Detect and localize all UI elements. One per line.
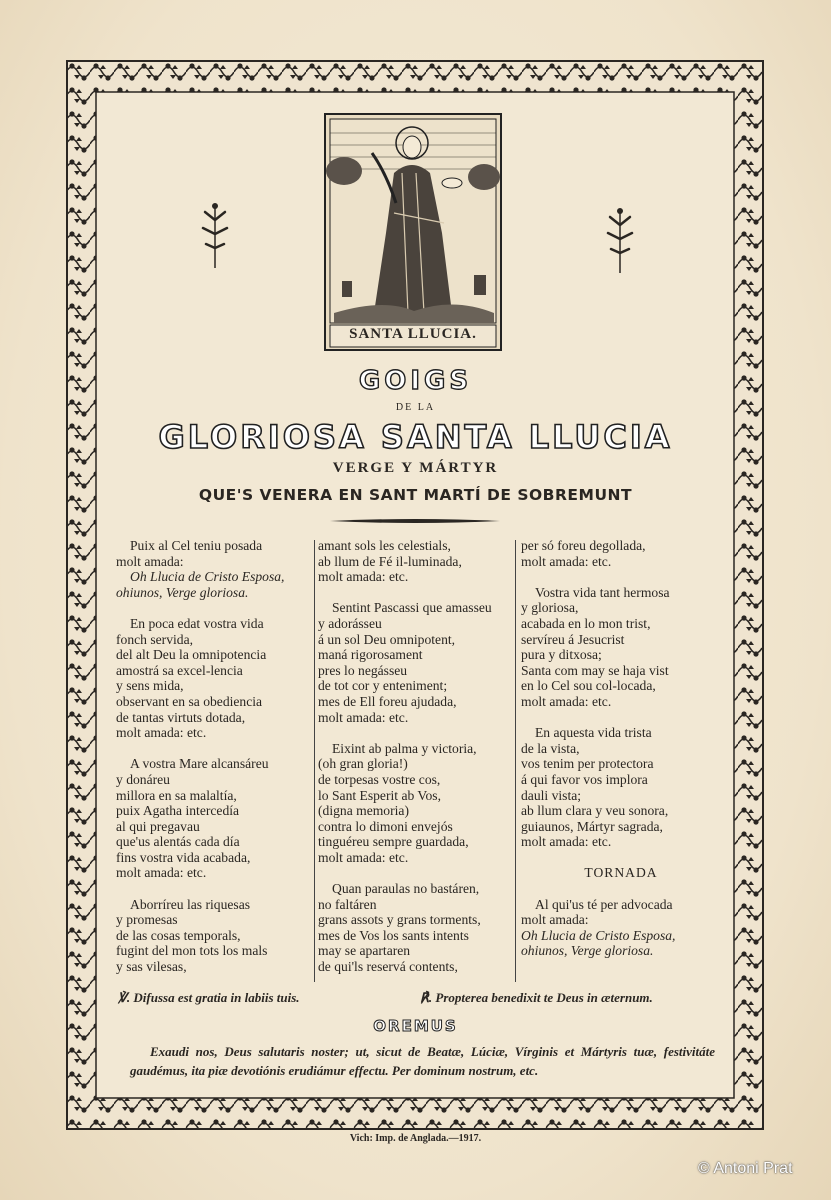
- verse-column-3: [521, 538, 721, 959]
- verse-line: maná rigorosament: [318, 647, 423, 663]
- saint-lucy-woodcut: [324, 113, 502, 351]
- verse-line: ohiunos, Verge gloriosa.: [521, 943, 654, 959]
- verse-line: pres lo negásseu: [318, 662, 408, 678]
- verse-line: ab llum clara y veu sonora,: [521, 803, 669, 819]
- verse-line: TORNADA: [584, 865, 658, 881]
- verse-line: del alt Deu la omnipotencia: [116, 647, 267, 663]
- verse-line: de tot cor y enteniment;: [318, 678, 448, 694]
- verse-line: molt amada: etc.: [116, 725, 207, 741]
- verse-line: contra lo dimoni envejós: [318, 818, 453, 834]
- verse-line: de torpesas vostre cos,: [318, 771, 441, 787]
- right-sprig-ornament: [600, 205, 640, 275]
- verse-line: fonch servida,: [116, 631, 194, 647]
- verse-line: y gloriosa,: [521, 600, 579, 616]
- verse-line: (oh gran gloria!): [318, 756, 408, 772]
- imprint: Vich: Imp. de Anglada.—1917.: [349, 1133, 482, 1144]
- column-divider-2: [515, 540, 516, 982]
- verse-line: y promesas: [116, 912, 178, 928]
- verse-line: molt amada: etc.: [116, 865, 207, 881]
- versicle: ℣. Difussa est gratia in labiis tuis.: [118, 990, 300, 1005]
- verse-line: fins vostra vida acabada,: [116, 849, 251, 865]
- prayer-text: Exaudi nos, Deus salutaris noster; ut, sicut de Beatæ, Lúciæ, Vírginis et Mártyris tuæ, festivitáte gaudémus, ita piæ devotiónis erudiámur effectu. Per dominum nostrum, etc.: [130, 1044, 715, 1078]
- verse-line: de qui'ls reservá contents,: [318, 959, 458, 975]
- stanza-gap: [318, 725, 514, 741]
- verse-line: may se apartaren: [318, 943, 411, 959]
- verse-line: A vostra Mare alcansáreu: [130, 756, 269, 772]
- verse-line: molt amada: etc.: [318, 709, 409, 725]
- verse-line: ohiunos, Verge gloriosa.: [116, 584, 249, 600]
- verse-line: Aborríreu las riquesas: [130, 896, 251, 912]
- verse-line: mes de Ell foreu ajudada,: [318, 693, 457, 709]
- verse-line: amant sols les celestials,: [318, 538, 451, 553]
- stanza-gap: [116, 741, 312, 757]
- verse-line: dauli vista;: [521, 787, 582, 803]
- stanza-gap: [116, 600, 312, 616]
- verse-line: (digna memoria): [318, 803, 409, 819]
- stanza-gap: [521, 850, 721, 866]
- verse-line: fugint del mon tots los mals: [116, 943, 268, 959]
- column-divider-1: [314, 540, 315, 982]
- verse-line: Santa com may se haja vist: [521, 662, 669, 678]
- verse-line: Puix al Cel teniu posada: [130, 538, 263, 553]
- verse-line: de la vista,: [521, 740, 580, 756]
- verse-line: de tantas virtuts dotada,: [116, 709, 246, 725]
- verse-line: en lo Cel sou col-locada,: [521, 678, 656, 694]
- verse-line: á un sol Deu omnipotent,: [318, 631, 456, 647]
- stanza-gap: [318, 865, 514, 881]
- verse-line: que'us alentás cada día: [116, 834, 240, 850]
- verse-line: Al qui'us té per advocada: [535, 896, 673, 912]
- verse-line: y sens mida,: [116, 678, 184, 694]
- verse-line: y sas vilesas,: [116, 959, 187, 975]
- verse-line: molt amada:: [521, 912, 589, 928]
- oremus-heading: OREMUS: [373, 1017, 458, 1035]
- stanza-gap: [116, 881, 312, 897]
- verse-line: servíreu á Jesucrist: [521, 631, 625, 647]
- verse-line: y adorásseu: [318, 615, 382, 631]
- stanza-gap: [521, 710, 721, 726]
- verse-line: Sentint Pascassi que amasseu: [332, 600, 492, 616]
- verse-line: millora en sa malaltía,: [116, 787, 237, 803]
- verse-line: molt amada: etc.: [521, 693, 612, 709]
- stanza-gap: [521, 881, 721, 897]
- verse-line: molt amada:: [116, 553, 184, 569]
- verse-line: Oh Llucia de Cristo Esposa,: [521, 927, 676, 943]
- verse-line: á qui favor vos implora: [521, 771, 648, 787]
- verse-line: observant en sa obediencia: [116, 693, 263, 709]
- verse-line: En aquesta vida trista: [535, 725, 652, 741]
- verse-line: y donáreu: [116, 771, 170, 787]
- verse-line: acabada en lo mon trist,: [521, 615, 651, 631]
- title-rule: [330, 517, 500, 525]
- verse-line: Eixint ab palma y victoria,: [332, 740, 477, 756]
- saint-title: GLORIOSA SANTA LLUCIA: [158, 418, 673, 456]
- copyright-watermark: © Antoni Prat: [698, 1160, 793, 1177]
- verse-line: lo Sant Esperit ab Vos,: [318, 787, 441, 803]
- subtitle: VERGE Y MÁRTYR: [332, 460, 499, 476]
- stanza-gap: [521, 569, 721, 585]
- verse-line: En poca edat vostra vida: [130, 615, 264, 631]
- verse-line: Quan paraulas no bastáren,: [332, 881, 480, 897]
- verse-line: al qui pregavau: [116, 818, 200, 834]
- response: ℟. Propterea benedixit te Deus in æternum.: [420, 990, 653, 1005]
- verse-line: amostrá sa excel-lencia: [116, 662, 243, 678]
- verse-line: mes de Vos los sants intents: [318, 927, 469, 943]
- verse-line: molt amada: etc.: [521, 834, 612, 850]
- verse-line: tinguéreu sempre guardada,: [318, 834, 469, 850]
- verse-column-2: [318, 538, 514, 975]
- verse-line: no faltáren: [318, 896, 377, 912]
- verse-line: ab llum de Fé il-luminada,: [318, 553, 462, 569]
- left-sprig-ornament: [195, 200, 235, 270]
- verse-line: grans assots y grans torments,: [318, 912, 481, 928]
- verse-line: molt amada: etc.: [318, 569, 409, 585]
- verse-line: Oh Llucia de Cristo Esposa,: [130, 569, 285, 585]
- verse-line: de las cosas temporals,: [116, 927, 241, 943]
- verse-line: vos tenim per protectora: [521, 756, 654, 772]
- de-la-heading: DE LA: [395, 402, 436, 413]
- image-caption: SANTA LLUCIA.: [349, 326, 477, 342]
- verse-line: molt amada: etc.: [318, 849, 409, 865]
- goigs-heading: GOIGS: [358, 366, 473, 396]
- verse-line: Vostra vida tant hermosa: [535, 584, 670, 600]
- verse-line: puix Agatha intercedía: [116, 803, 240, 819]
- verse-line: molt amada: etc.: [521, 553, 612, 569]
- verse-column-1: [116, 538, 312, 975]
- verse-line: per só foreu degollada,: [521, 538, 646, 553]
- verse-line: guiaunos, Mártyr sagrada,: [521, 818, 663, 834]
- venera-heading: QUE'S VENERA EN SANT MARTÍ DE SOBREMUNT: [198, 486, 633, 504]
- stanza-gap: [318, 585, 514, 601]
- verse-line: pura y ditxosa;: [521, 647, 602, 663]
